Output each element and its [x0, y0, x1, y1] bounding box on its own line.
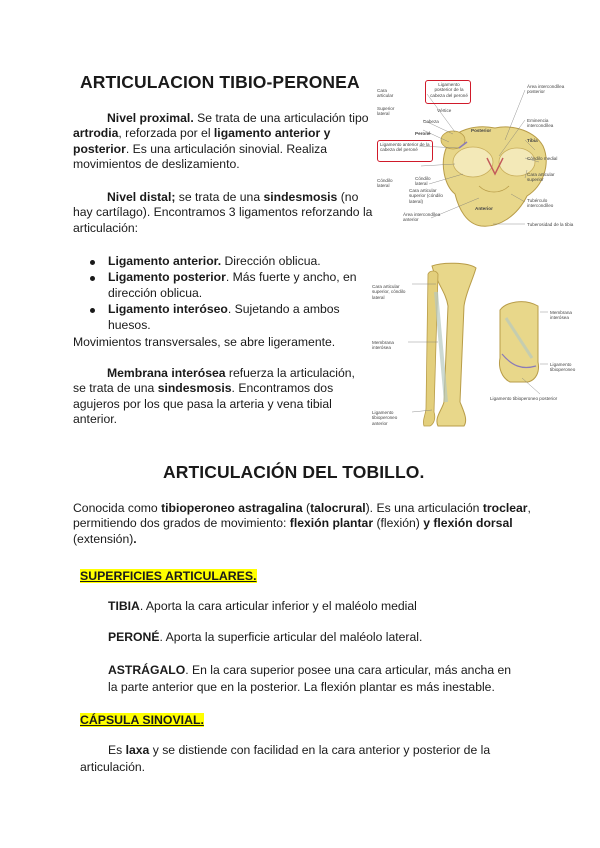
- tibia-paragraph: TIBIA. Aporta la cara articular inferior y el maléolo medial: [108, 599, 417, 613]
- list-item: Ligamento interóseo. Sujetando a ambos huesos.: [108, 302, 358, 333]
- proximal-lead: Nivel proximal.: [107, 111, 194, 125]
- capsule-heading: CÁPSULA SINOVIAL.: [80, 713, 204, 727]
- capsule-paragraph: Es laxa y se distiende con facilidad en la cara anterior y posterior de la articulación.: [80, 743, 491, 774]
- tibial-plateau-figure: Ligamento posterior de la cabeza del peroné Vértice Cabeza Peroné Ligamento anterior de la cabeza del peroné Cóndilo lateral Cara articular superior (cóndilo lateral) Área intercondílea anterior Cara articular Superior lateral Cóndilo lateral Posterior Anterior Área intercondílea posterior Eminencia intercondílea Tibia Cóndilo medial Cara articular superior Tubérculo intercondíleo Tuberosidad de la tibia: [375, 78, 585, 253]
- list-item: Ligamento anterior. Dirección oblicua.: [108, 254, 358, 269]
- tibia-fibula-figure: Cara articular superior, cóndilo lateral Membrana interósea Ligamento tibioperoneo anterior Membrana interósea Ligamento tibioperoneo Ligamento tibioperoneo posterior: [372, 262, 590, 430]
- astragalo-paragraph: ASTRÁGALO. En la cara superior posee una cara articular, más ancha en la parte anterior que en la posterior. La flexión plantar es más inestable.: [108, 663, 512, 694]
- section1-title: ARTICULACION TIBIO-PERONEA: [80, 72, 360, 92]
- membrane-lead: Membrana interósea: [107, 366, 226, 380]
- section2-title: ARTICULACIÓN DEL TOBILLO.: [163, 462, 425, 482]
- list-item: Ligamento posterior. Más fuerte y ancho, en dirección oblicua.: [108, 270, 358, 301]
- proximal-paragraph: Nivel proximal. Se trata de una articulación tipo artrodia, reforzada por el ligamento anterior y posterior. Es una articulación sinovial. Realiza movimientos de deslizamiento.: [73, 111, 369, 172]
- membrane-paragraph: Membrana interósea refuerza la articulación, se trata de una sindesmosis. Encontramos dos agujeros por los que pasa la arteria y vena tibial anterior.: [73, 366, 355, 427]
- ligament-list: [108, 254, 358, 333]
- distal-paragraph: Nivel distal; se trata de una sindesmosis (no hay cartílago). Encontramos 3 ligamentos reforzando la articulación:: [73, 190, 373, 235]
- ankle-intro: Conocida como tibioperoneo astragalina (talocrural). Es una articulación troclear, permitiendo dos grados de movimiento: flexión plantar (flexión) y flexión dorsal (extensión).: [73, 501, 531, 546]
- perone-paragraph: PERONÉ. Aporta la superficie articular del maléolo lateral.: [108, 630, 423, 644]
- distal-lead: Nivel distal;: [107, 190, 176, 204]
- movements-text: Movimientos transversales, se abre ligeramente.: [73, 335, 336, 349]
- surfaces-heading: SUPERFICIES ARTICULARES.: [80, 569, 257, 583]
